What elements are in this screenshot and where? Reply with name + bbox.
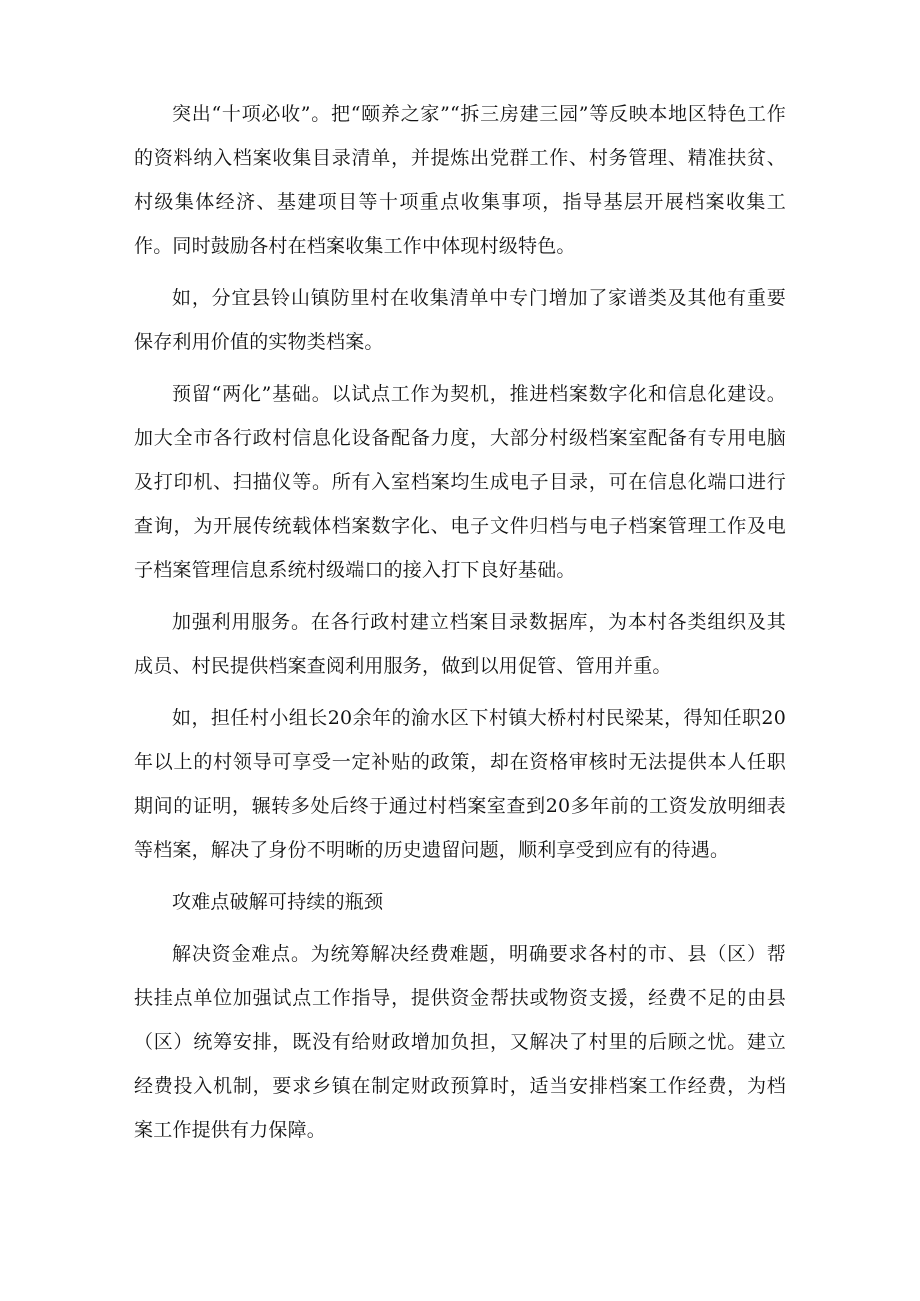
section-heading: 攻难点破解可持续的瓶颈 [172,891,384,913]
paragraph-fenyi-example: 如，分宜县铃山镇防里村在收集清单中专门增加了家谱类及其他有重要保存利用价值的实物类档案。 [134,287,786,353]
paragraph-two-modernizations: 预留“两化”基础。以试点工作为契机，推进档案数字化和信息化建设。加大全市各行政村信息化设备配备力度，大部分村级档案室配备有专用电脑及打印机、扫描仪等。所有入室档案均生成电子目录，可在信息化端口进行查询，为开展传统载体档案数字化、电子文件归档与电子档案管理工作及电子档案管理信息系统村级端口的接入打下良好基础。 [134,383,786,581]
paragraph-funding-difficulty: 解决资金难点。为统筹解决经费难题，明确要求各村的市、县（区）帮扶挂点单位加强试点工作指导，提供资金帮扶或物资支援，经费不足的由县（区）统筹安排，既没有给财政增加负担，又解决了村里的后顾之忧。建立经费投入机制，要求乡镇在制定财政预算时，适当安排档案工作经费，为档案工作提供有力保障。 [134,943,786,1141]
paragraph-ten-must-collect: 突出“十项必收”。把“颐养之家”“拆三房建三园”等反映本地区特色工作的资料纳入档案收集目录清单，并提炼出党群工作、村务管理、精准扶贫、村级集体经济、基建项目等十项重点收集事项，指导基层开展档案收集工作。同时鼓励各村在档案收集工作中体现村级特色。 [134,103,786,257]
paragraph-utilization-service: 加强利用服务。在各行政村建立档案目录数据库，为本村各类组织及其成员、村民提供档案查阅利用服务，做到以用促管、管用并重。 [134,611,786,677]
paragraph-yushui-example: 如，担任村小组长20余年的渝水区下村镇大桥村村民梁某，得知任职20年以上的村领导可享受一定补贴的政策，却在资格审核时无法提供本人任职期间的证明，辗转多处后终于通过村档案室查到20多年前的工资发放明细表等档案，解决了身份不明晰的历史遗留问题，顺利享受到应有的待遇。 [134,707,786,861]
